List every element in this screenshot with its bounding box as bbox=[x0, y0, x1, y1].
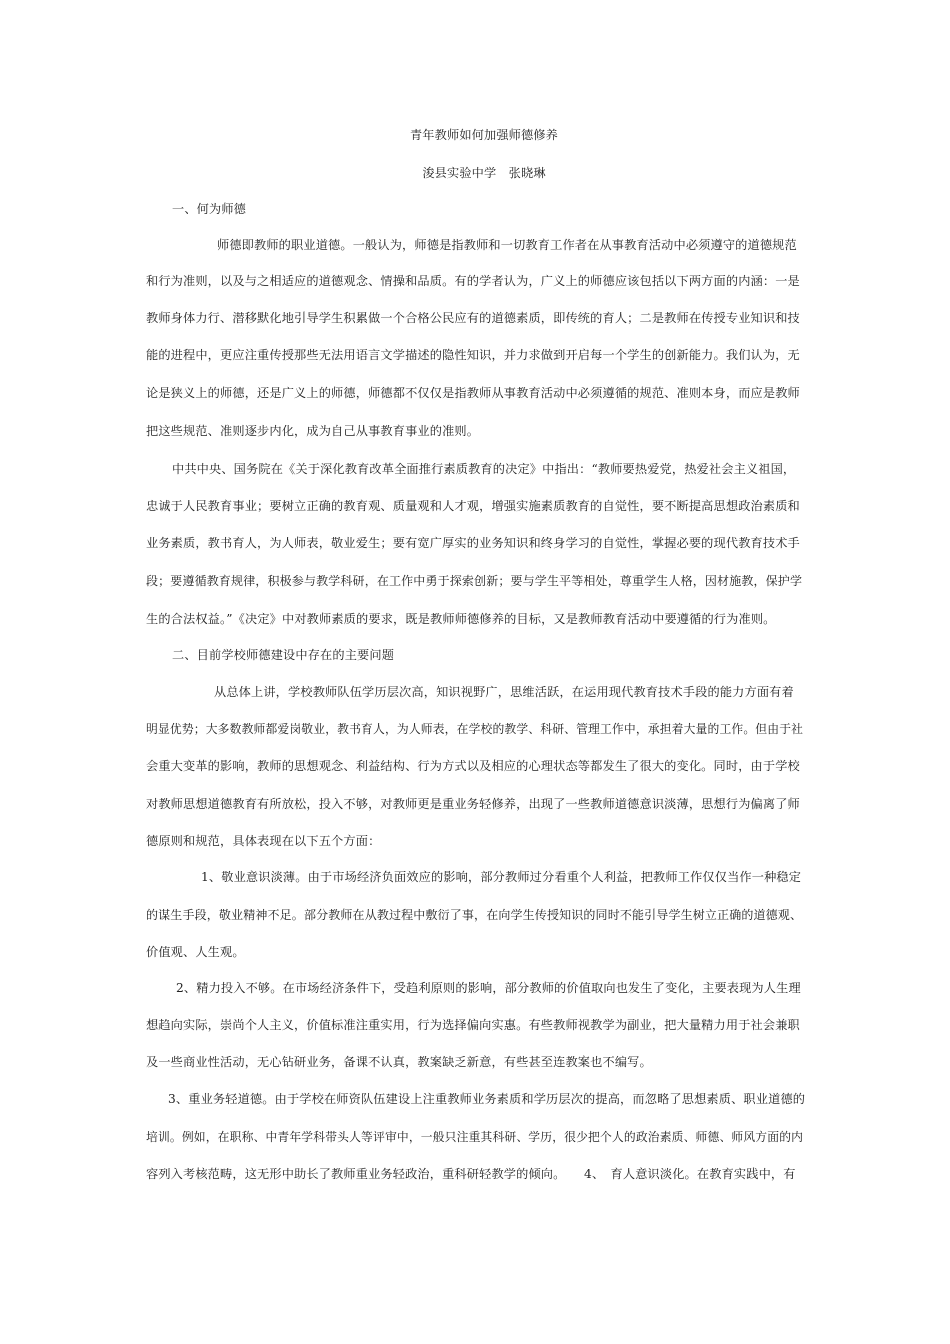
text-line: 想趋向实际，崇尚个人主义，价值标准注重实用，行为选择偏向实惠。有些教师视教学为副业，把大量精力用于社会兼职 bbox=[146, 1018, 800, 1032]
text-line: 容列入考核范畴，这无形中助长了教师重业务轻政治，重科研轻教学的倾向。 4、 育人意识淡化。在教育实践中，有 bbox=[146, 1167, 796, 1181]
text-line: 1、敬业意识淡薄。由于市场经济负面效应的影响，部分教师过分看重个人利益，把教师工作仅仅当作一种稳定 bbox=[201, 870, 802, 884]
text-line: 及一些商业性活动，无心钻研业务，备课不认真，教案缺乏新意，有些甚至连教案也不编写。 bbox=[146, 1055, 652, 1069]
text-line: 会重大变革的影响，教师的思想观念、利益结构、行为方式以及相应的心理状态等都发生了很大的变化。同时，由于学校 bbox=[146, 759, 800, 773]
text-line: 价值观、人生观。 bbox=[146, 945, 245, 959]
text-line: 师德即教师的职业道德。一般认为，师德是指教师和一切教育工作者在从事教育活动中必须遵守的道德规范 bbox=[217, 238, 797, 252]
text-line: 2、精力投入不够。在市场经济条件下，受趋利原则的影响，部分教师的价值取向也发生了变化，主要表现为人生理 bbox=[176, 981, 801, 995]
text-line: 忠诚于人民教育事业；要树立正确的教育观、质量观和人才观，增强实施素质教育的自觉性，要不断提高思想政治素质和 bbox=[146, 499, 800, 513]
text-line: 业务素质，教书育人，为人师表，敬业爱生；要有宽广厚实的业务知识和终身学习的自觉性，掌握必要的现代教育技术手 bbox=[146, 536, 800, 550]
text-line: 培训。例如，在职称、中青年学科带头人等评审中，一般只注重其科研、学历，很少把个人的政治素质、师德、师风方面的内 bbox=[146, 1130, 804, 1144]
text-line: 3、重业务轻道德。由于学校在师资队伍建设上注重教师业务素质和学历层次的提高，而忽略了思想素质、职业道德的 bbox=[168, 1092, 806, 1106]
document-title: 青年教师如何加强师德修养 bbox=[409, 128, 559, 142]
text-line: 生的合法权益。”《决定》中对教师素质的要求，既是教师师德修养的目标，又是教师教育活动中要遵循的行为准则。 bbox=[146, 612, 776, 626]
text-line: 能的进程中，更应注重传授那些无法用语言文学描述的隐性知识，并力求做到开启每一个学生的创新能力。我们认为，无 bbox=[146, 348, 800, 362]
text-line: 教师身体力行、潜移默化地引导学生积累做一个合格公民应有的道德素质，即传统的育人；二是教师在传授专业知识和技 bbox=[146, 311, 800, 325]
text-line: 德原则和规范，具体表现在以下五个方面： bbox=[146, 834, 381, 848]
text-line: 论是狭义上的师德，还是广义上的师德，师德都不仅仅是指教师从事教育活动中必须遵循的规范、准则本身，而应是教师 bbox=[146, 386, 800, 400]
section-heading-2: 二、目前学校师德建设中存在的主要问题 bbox=[172, 648, 395, 662]
text-line: 中共中央、国务院在《关于深化教育改革全面推行素质教育的决定》中指出：“教师要热爱党，热爱社会主义祖国， bbox=[172, 462, 796, 476]
text-line: 和行为准则，以及与之相适应的道德观念、情操和品质。有的学者认为，广义上的师德应该包括以下两方面的内涵：一是 bbox=[146, 274, 800, 288]
text-line: 明显优势；大多数教师都爱岗敬业，教书育人，为人师表，在学校的教学、科研、管理工作中，承担着大量的工作。但由于社 bbox=[146, 722, 804, 736]
text-line: 从总体上讲，学校教师队伍学历层次高，知识视野广，思维活跃，在运用现代教育技术手段的能力方面有着 bbox=[214, 685, 794, 699]
section-heading-1: 一、何为师德 bbox=[172, 202, 247, 216]
author-line: 浚县实验中学 张晓琳 bbox=[422, 166, 546, 180]
text-line: 的谋生手段，敬业精神不足。部分教师在从教过程中敷衍了事，在向学生传授知识的同时不能引导学生树立正确的道德观、 bbox=[146, 908, 803, 922]
text-line: 段；要遵循教育规律，积极参与教学科研，在工作中勇于探索创新；要与学生平等相处，尊重学生人格，因材施教，保护学 bbox=[146, 574, 803, 588]
text-line: 对教师思想道德教育有所放松，投入不够，对教师更是重业务轻修养，出现了一些教师道德意识淡薄，思想行为偏离了师 bbox=[146, 797, 800, 811]
text-line: 把这些规范、准则逐步内化，成为自己从事教育事业的准则。 bbox=[146, 424, 480, 438]
